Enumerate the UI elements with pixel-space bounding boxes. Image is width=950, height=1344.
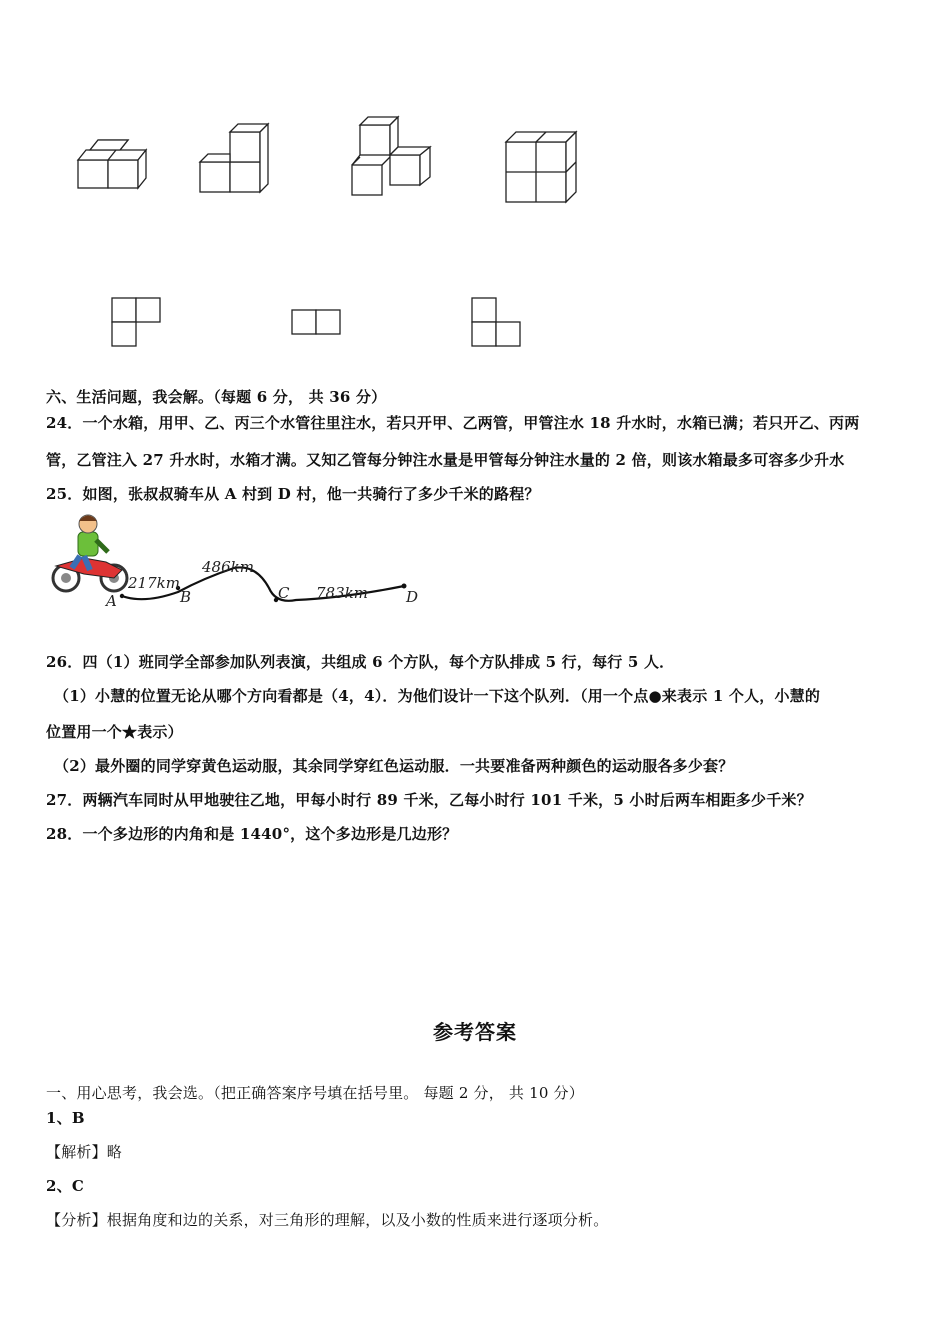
cyclist-icon (53, 515, 127, 591)
route-point-a: A (106, 592, 117, 610)
cube-figures (60, 110, 600, 220)
answer-2: 2、C (46, 1177, 84, 1195)
cube-figure-1 (78, 140, 146, 188)
answer-1: 1、B (46, 1109, 85, 1127)
question-27: 27．两辆汽车同时从甲地驶往乙地，甲每小时行 89 千米，乙每小时行 101 千米，5 小时后两车相距多少千米？ (46, 791, 812, 809)
cube-figure-2 (200, 124, 268, 192)
question-24-line2: 管，乙管注入 27 升水时，水箱才满。又知乙管每分钟注水量是甲管每分钟注水量的 2 倍，则该水箱最多可容多少升水 (46, 451, 845, 469)
view-figure-2 (292, 310, 340, 334)
question-28: 28．一个多边形的内角和是 1440°，这个多边形是几边形？ (46, 825, 458, 843)
route-point-b: B (180, 588, 192, 606)
route-label-486: 486km (202, 558, 254, 576)
question-26-part2: （2）最外圈的同学穿黄色运动服，其余同学穿红色运动服．一共要准备两种颜色的运动服各多少套？ (54, 757, 734, 775)
question-26: 26．四（1）班同学全部参加队列表演，共组成 6 个方队，每个方队排成 5 行，每行 5 人． (46, 653, 675, 671)
section6-heading: 六、生活问题，我会解。（每题 6 分， 共 36 分） (46, 388, 387, 406)
view-figure-3 (472, 298, 520, 346)
route-label-217: 217km (128, 574, 180, 592)
question-26-part1-line1: （1）小慧的位置无论从哪个方向看都是（4，4）．为他们设计一下这个队列．（用一个点●来表示 1 个人，小慧的 (54, 687, 821, 705)
route-figure (44, 512, 444, 612)
view-figures (100, 290, 540, 352)
question-26-part1-line2: 位置用一个★表示） (46, 723, 183, 741)
answers-section1-heading: 一、用心思考，我会选。（把正确答案序号填在括号里。 每题 2 分， 共 10 分） (46, 1084, 584, 1102)
answer-1-note: 【解析】略 (46, 1143, 123, 1161)
route-point-d: D (406, 588, 419, 606)
route-point-c: C (278, 584, 290, 602)
answers-title: 参考答案 (433, 1020, 517, 1044)
route-label-783: 783km (316, 584, 368, 602)
answer-2-note: 【分析】根据角度和边的关系，对三角形的理解，以及小数的性质来进行逐项分析。 (46, 1211, 609, 1229)
cube-figure-4 (506, 132, 576, 202)
question-24-line1: 24．一个水箱，用甲、乙、丙三个水管往里注水，若只开甲、乙两管，甲管注水 18 升水时，水箱已满；若只开乙、丙两 (46, 414, 860, 432)
cube-figure-3 (352, 117, 430, 195)
question-25: 25．如图，张叔叔骑车从 A 村到 D 村，他一共骑行了多少千米的路程？ (46, 485, 540, 503)
view-figure-1 (112, 298, 160, 346)
